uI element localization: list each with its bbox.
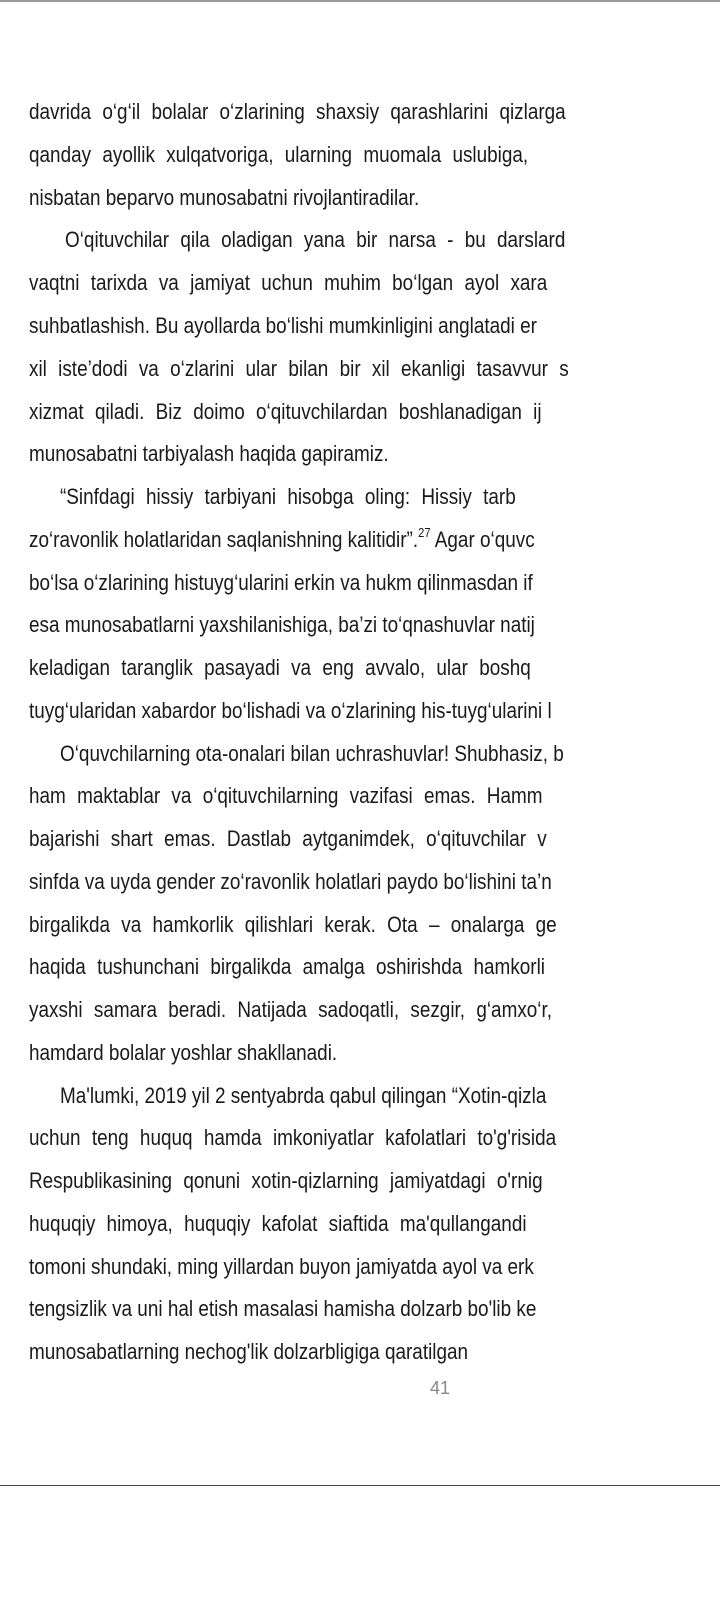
- text-line: O‘quvchilarning ota-onalari bilan uchrashuvlar! Shubhasiz, b: [60, 741, 564, 766]
- text-line: keladigan taranglik pasayadi va eng avvalo, ular boshq: [29, 655, 531, 680]
- text-continuation: Agar o‘quvc: [434, 527, 535, 552]
- page-number: 41: [429, 1378, 451, 1398]
- text-line: O‘qituvchilar qila oladigan yana bir narsa - bu darslard: [65, 227, 566, 252]
- text-line: haqida tushunchani birgalikda amalga oshirishda hamkorli: [29, 954, 546, 979]
- text-line: Ma'lumki, 2019 yil 2 sentyabrda qabul qilingan “Xotin-qizla: [60, 1083, 547, 1108]
- text-line: xizmat qiladi. Biz doimo o‘qituvchilardan boshlanadigan ij: [29, 399, 542, 424]
- text-line: nisbatan beparvo munosabatni rivojlantiradilar.: [29, 185, 420, 210]
- text-line: tuyg‘ularidan xabardor bo‘lishadi va o‘zlarining his-tuyg‘ularini l: [29, 698, 552, 723]
- text-line: Respublikasining qonuni xotin-qizlarning jamiyatdagi o'rnig: [29, 1168, 543, 1193]
- text-line: xil iste’dodi va o‘zlarini ular bilan bir xil ekanligi tasavvur s: [29, 356, 569, 381]
- text-line: tomoni shundaki, ming yillardan buyon jamiyatda ayol va erk: [29, 1254, 534, 1279]
- top-divider: [0, 0, 720, 2]
- text-line: [29, 526, 535, 554]
- text-line: uchun teng huquq hamda imkoniyatlar kafolatlari to'g'risida: [29, 1125, 557, 1150]
- text-line: davrida o‘g‘il bolalar o‘zlarining shaxsiy qarashlarini qizlarga: [29, 99, 566, 124]
- text-line: yaxshi samara beradi. Natijada sadoqatli, sezgir, g‘amxo‘r,: [29, 997, 553, 1022]
- text-line: hamdard bolalar yoshlar shakllanadi.: [29, 1040, 338, 1065]
- text-line: bajarishi shart emas. Dastlab aytganimdek, o‘qituvchilar v: [29, 826, 547, 851]
- text-line: birgalikda va hamkorlik qilishlari kerak. Ota – onalarga ge: [29, 912, 557, 937]
- footnote-reference[interactable]: 27: [418, 525, 431, 540]
- text-line: vaqtni tarixda va jamiyat uchun muhim bo‘lgan ayol xara: [29, 270, 548, 295]
- text-line: bo‘lsa o‘zlarining histuyg‘ularini erkin va hukm qilinmasdan if: [29, 570, 533, 595]
- text-line: munosabatni tarbiyalash haqida gapiramiz.: [29, 441, 389, 466]
- text-line: ham maktablar va o‘qituvchilarning vazifasi emas. Hamm: [29, 783, 543, 808]
- text-line: qanday ayollik xulqatvoriga, ularning muomala uslubiga,: [29, 142, 529, 167]
- text-line: “Sinfdagi hissiy tarbiyani hisobga oling: Hissiy tarb: [60, 484, 516, 509]
- text-line: munosabatlarning nechog'lik dolzarbligiga qaratilgan: [29, 1339, 469, 1364]
- text-line: huquqiy himoya, huquqiy kafolat siaftida ma'qullangandi: [29, 1211, 527, 1236]
- text-line: tengsizlik va uni hal etish masalasi hamisha dolzarb bo'lib ke: [29, 1296, 537, 1321]
- text-line: esa munosabatlarni yaxshilanishiga, ba’zi to‘qnashuvlar natij: [29, 612, 535, 637]
- text-line: sinfda va uyda gender zo‘ravonlik holatlari paydo bo‘lishini ta’n: [29, 869, 552, 894]
- bottom-divider: [0, 1485, 720, 1486]
- text-line: suhbatlashish. Bu ayollarda bo‘lishi mumkinligini anglatadi er: [29, 313, 537, 338]
- quote-text: zo‘ravonlik holatlaridan saqlanishning kalitidir”.: [29, 527, 419, 552]
